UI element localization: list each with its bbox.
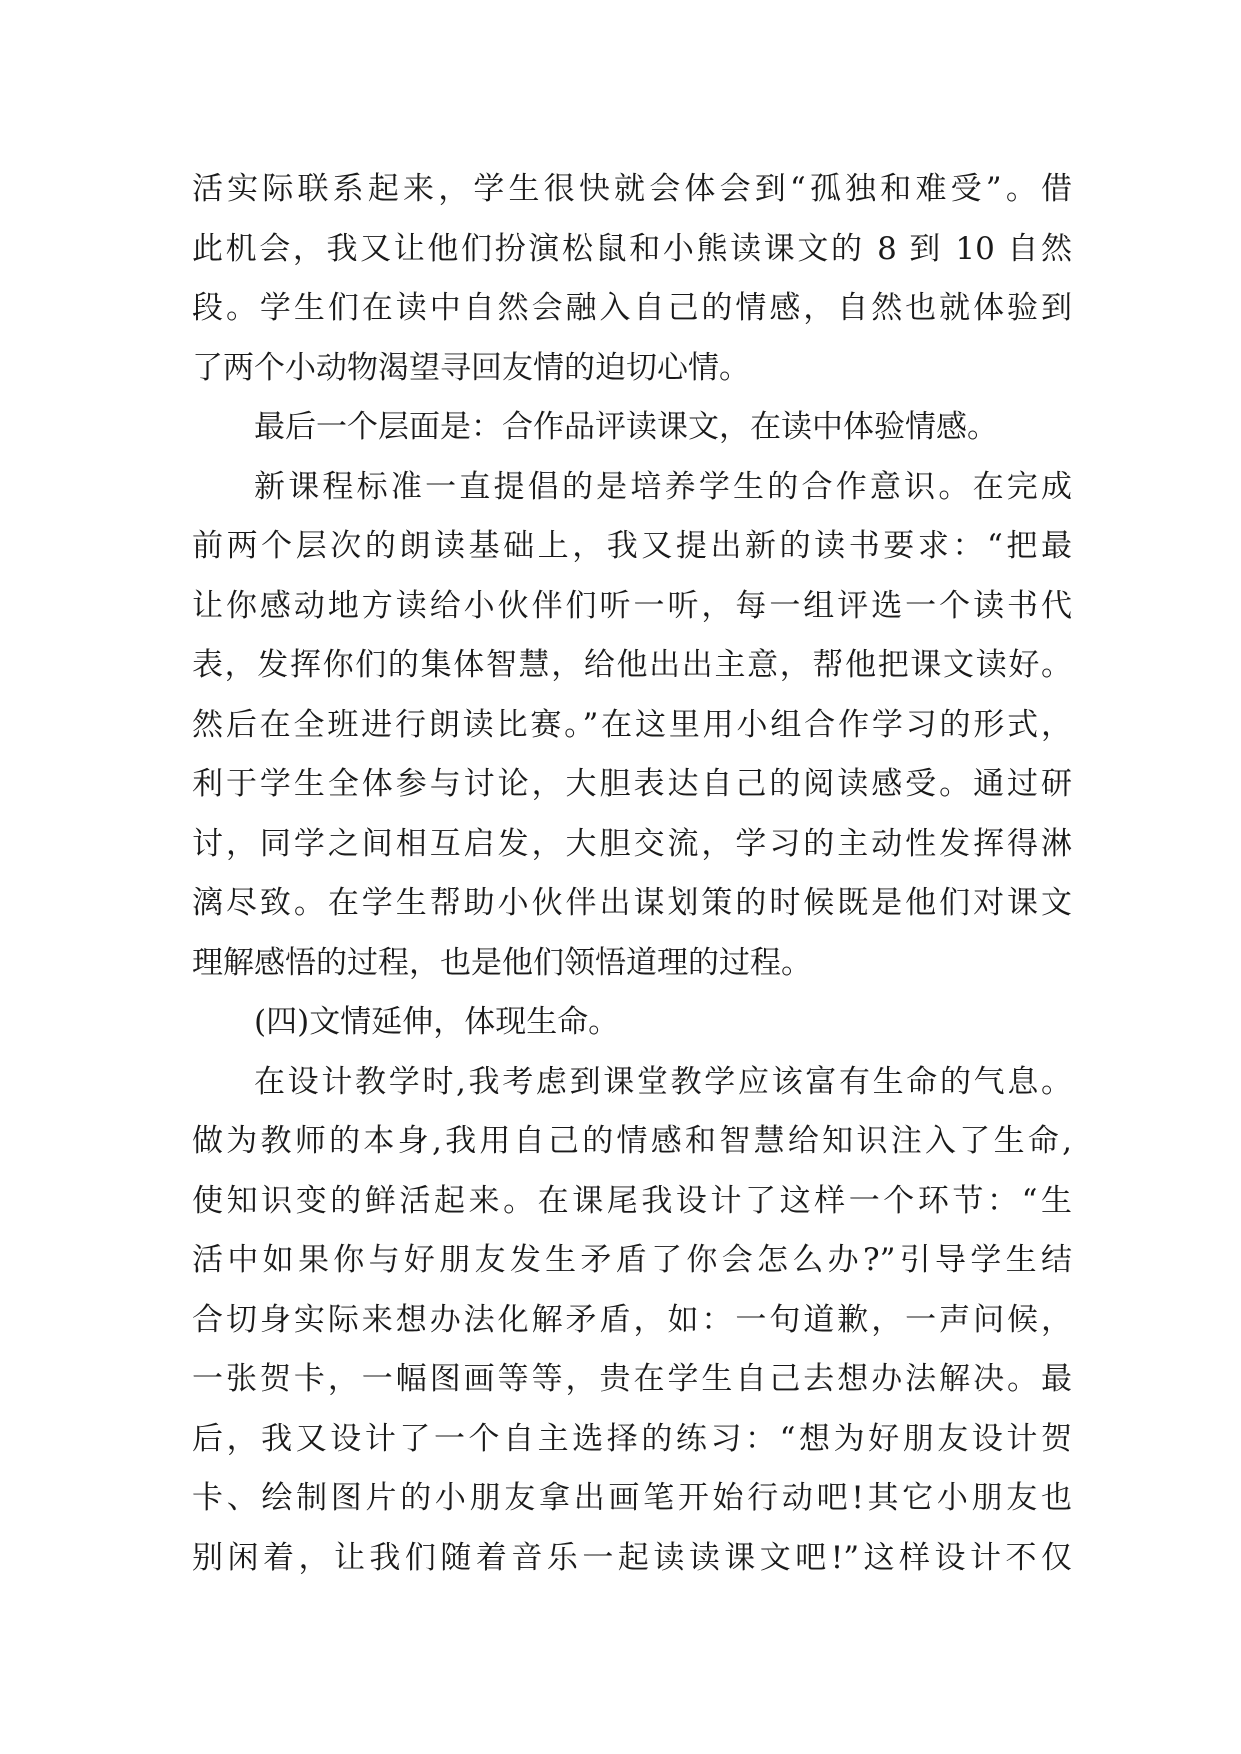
text-line: 讨，同学之间相互启发，大胆交流，学习的主动性发挥得淋 bbox=[192, 825, 1072, 862]
body-text bbox=[192, 160, 1072, 1588]
text-line: 前两个层次的朗读基础上，我又提出新的读书要求：“把最 bbox=[192, 528, 1072, 564]
text-line: 一张贺卡，一幅图画等等，贵在学生自己去想办法解决。最 bbox=[192, 1361, 1072, 1397]
text-line: 此机会，我又让他们扮演松鼠和小熊读课文的 8 到 10 自然 bbox=[192, 230, 1072, 267]
text-line: 使知识变的鲜活起来。在课尾我设计了这样一个环节：“生 bbox=[192, 1182, 1072, 1219]
text-line: 让你感动地方读给小伙伴们听一听，每一组评选一个读书代 bbox=[192, 587, 1072, 624]
text-line: 利于学生全体参与讨论，大胆表达自己的阅读感受。通过研 bbox=[192, 766, 1072, 802]
text-line: 表，发挥你们的集体智慧，给他出出主意，帮他把课文读好。 bbox=[192, 647, 1072, 683]
text-line: 别闲着，让我们随着音乐一起读读课文吧!”这样设计不仅 bbox=[192, 1539, 1072, 1576]
text-line: 做为教师的本身,我用自己的情感和智慧给知识注入了生命, bbox=[192, 1123, 1072, 1159]
text-line: 理解感悟的过程，也是他们领悟道理的过程。 bbox=[192, 944, 812, 981]
text-line: 最后一个层面是：合作品评读课文，在读中体验情感。 bbox=[254, 409, 998, 445]
text-line: 卡、绘制图片的小朋友拿出画笔开始行动吧!其它小朋友也 bbox=[192, 1480, 1072, 1516]
text-line: 段。学生们在读中自然会融入自己的情感，自然也就体验到 bbox=[192, 290, 1072, 326]
text-line: 在设计教学时,我考虑到课堂教学应该富有生命的气息。 bbox=[254, 1063, 1072, 1100]
text-line: 新课程标准一直提倡的是培养学生的合作意识。在完成 bbox=[254, 468, 1072, 505]
text-line: 了两个小动物渴望寻回友情的迫切心情。 bbox=[192, 349, 750, 386]
text-line: 然后在全班进行朗读比赛。”在这里用小组合作学习的形式， bbox=[192, 706, 1072, 743]
text-line: 漓尽致。在学生帮助小伙伴出谋划策的时候既是他们对课文 bbox=[192, 885, 1072, 921]
text-line: 活实际联系起来，学生很快就会体会到“孤独和难受”。借 bbox=[192, 171, 1072, 207]
section-heading: (四)文情延伸，体现生命。 bbox=[254, 1004, 620, 1040]
text-line: 活中如果你与好朋友发生矛盾了你会怎么办?”引导学生结 bbox=[192, 1242, 1072, 1278]
text-line: 合切身实际来想办法化解矛盾，如：一句道歉，一声问候， bbox=[192, 1301, 1072, 1338]
text-line: 后，我又设计了一个自主选择的练习：“想为好朋友设计贺 bbox=[192, 1420, 1072, 1457]
